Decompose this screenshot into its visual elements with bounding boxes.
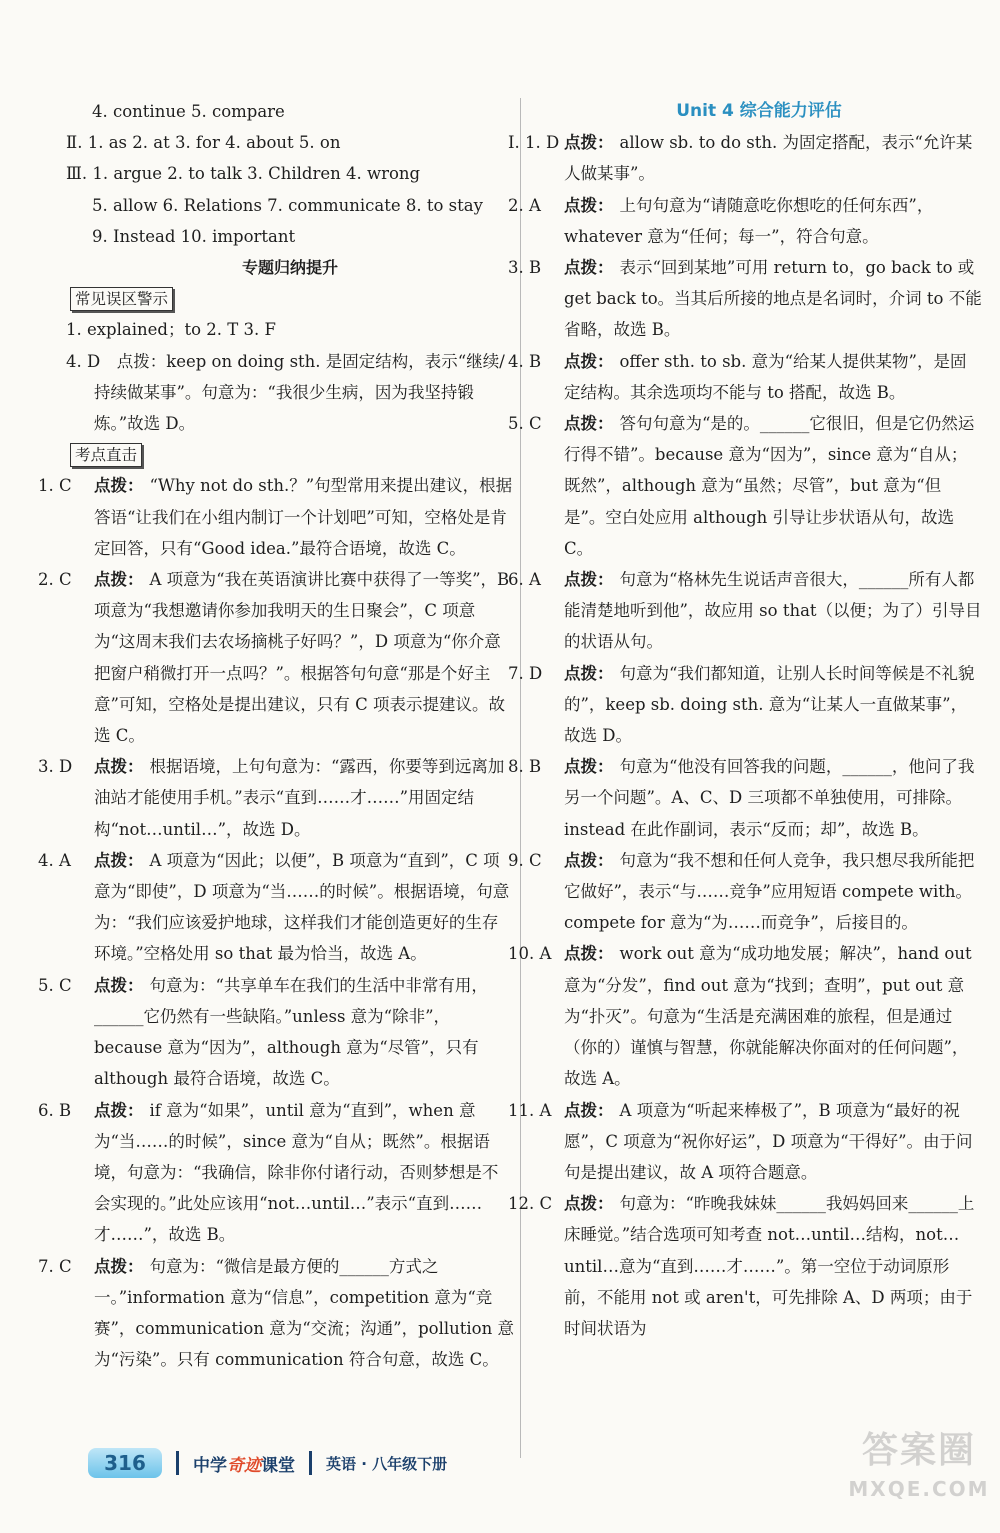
- brand-pre: 中学: [193, 1455, 227, 1476]
- footer-separator: [309, 1451, 312, 1475]
- answer-number: 7. C: [38, 1256, 72, 1276]
- answer-item: [508, 751, 982, 845]
- hint-text: 根据语境，上句句意为：“露西，你要等到远离加油站才能使用手机。”表示“直到……才……”用固定结构“not…until…”，故选 D。: [94, 757, 505, 839]
- hint-text: “Why not do sth.？”句型常用来提出建议，根据答语“让我们在小组内制订一个计划吧”可知，空格处是肯定回答，只有“Good idea.”最符合语境，故选 C。: [94, 476, 513, 558]
- hint-text: 句意为：“昨晚我妹妹______我妈妈回来______上床睡觉。”结合选项可知考查 not…until…结构，not…until…意为“直到……才……”。第一空位于动词原形前，不能用 not 或 aren't，可先排除 A、D 两项；由于时间状语为: [564, 1194, 975, 1338]
- unit-items: [508, 127, 982, 1344]
- answer-item: [38, 1095, 514, 1251]
- watermark-text: 答案圈: [861, 1430, 976, 1471]
- answer-number: 1. C: [38, 476, 72, 496]
- answer-number: 3. D: [38, 757, 73, 777]
- hint-label: 点拨：: [94, 1256, 144, 1276]
- answer-item: [508, 252, 982, 346]
- answer-item: [38, 970, 514, 1095]
- answer-item: [508, 564, 982, 658]
- answer-number: 5. C: [38, 975, 72, 995]
- hint-label: 点拨：: [564, 351, 614, 371]
- hint-label: 点拨：: [564, 195, 614, 215]
- hint-label: 点拨：: [564, 663, 614, 683]
- answer-number: 7. D: [508, 663, 543, 683]
- hint-label: 点拨：: [94, 476, 144, 496]
- hint-label: 点拨：: [94, 1100, 144, 1120]
- answer-number: 2. C: [38, 570, 72, 590]
- answer-item: [508, 658, 982, 752]
- hint-text: offer sth. to sb. 意为“给某人提供某物”，是固定结构。其余选项均不能与 to 搭配，故选 B。: [564, 351, 967, 402]
- answer-item: [38, 470, 514, 564]
- footer-separator: [176, 1451, 179, 1475]
- answer-number: 5. C: [508, 414, 542, 434]
- hint-label: 点拨：: [94, 570, 144, 590]
- hint-text: allow sb. to do sth. 为固定搭配，表示“允许某人做某事”。: [564, 133, 973, 184]
- hint-label: 点拨：: [94, 975, 144, 995]
- answer-number: 12. C: [508, 1194, 553, 1214]
- brand-logo: [193, 1451, 295, 1476]
- answer-item: [38, 564, 514, 751]
- answer-item: [508, 190, 982, 252]
- answer-number: 8. B: [508, 757, 542, 777]
- hint-text: work out 意为“成功地发展；解决”，hand out 意为“分发”，find out 意为“找到；查明”，put out 意为“扑灭”。句意为“生活是充满困难的旅程，但是通过（你的）谨慎与智慧，你就能解决你面对的任何问题”，故选 A。: [564, 944, 972, 1089]
- answer-item: [38, 845, 514, 970]
- answer-line: 5. allow 6. Relations 7. communicate 8. to stay: [92, 195, 483, 215]
- page-number: 316: [88, 1448, 162, 1478]
- key-point-items: [38, 470, 514, 1375]
- hint-text: if 意为“如果”，until 意为“直到”，when 意为“当……的时候”，since 意为“自从；既然”。根据语境，句意为：“我确信，除非你付诸行动，否则梦想是不会实现的。”此处应该用“not…until…”表示“直到……才……”，故选 B。: [94, 1100, 499, 1245]
- tag-common-mistakes: 常见误区警示: [70, 287, 173, 311]
- answer-line: 1. explained；to 2. T 3. F: [66, 320, 276, 340]
- unit-title: Unit 4 综合能力评估: [676, 101, 842, 121]
- answer-item: [508, 1095, 982, 1189]
- watermark-url: MXQE.COM: [848, 1477, 990, 1501]
- answer-number: 6. A: [508, 570, 541, 590]
- answer-number: Ⅰ. 1. D: [508, 133, 560, 153]
- hint-label: 点拨：: [564, 414, 614, 434]
- hint-text: 答句句意为“是的。______它很旧，但是它仍然运行得不错”。because 意为“因为”，since 意为“自从；既然”，although 意为“虽然；尽管”，but 意为“但是”。空白处应用 although 引导让步状语从句，故选 C。: [564, 414, 975, 558]
- page-footer: [88, 1446, 447, 1480]
- answer-number: 11. A: [508, 1100, 552, 1120]
- answer-item: [38, 1251, 514, 1376]
- answer-item: [508, 408, 982, 564]
- hint-label: 点拨：: [564, 133, 614, 153]
- answer-line: 9. Instead 10. important: [92, 226, 296, 246]
- answer-item: [508, 346, 982, 408]
- hint-text: 句意为“格林先生说话声音很大，______所有人都能清楚地听到他”，故应用 so that（以便；为了）引导目的状语从句。: [564, 570, 982, 652]
- hint-text: A 项意为“我在英语演讲比赛中获得了一等奖”，B 项意为“我想邀请你参加我明天的生日聚会”，C 项意为“这周末我们去农场摘桃子好吗？”，D 项意为“你介意把窗户稍微打开一点吗？”。根据答句句意“那是个好主意”可知，空格处是提出建议，只有 C 项表示提建议。故选 C。: [94, 570, 510, 746]
- hint-text: 句意为“他没有回答我的问题，______，他问了我另一个问题”。A、C、D 三项都不单独使用，可排除。instead 在此作副词，表示“反而；却”，故选 B。: [564, 757, 975, 839]
- answer-item: [508, 1188, 982, 1344]
- answer-line: Ⅲ. 1. argue 2. to talk 3. Children 4. wrong: [66, 164, 421, 184]
- answer-number: 6. B: [38, 1100, 72, 1120]
- answer-item: [508, 127, 982, 189]
- hint-text: 句意为：“微信是最方便的______方式之一。”information 意为“信息”，competition 意为“竞赛”，communication 意为“交流；沟通”，pollution 意为“污染”。只有 communication 符合句意，故选 C。: [94, 1256, 514, 1370]
- hint-text: 表示“回到某地”可用 return to，go back to 或 get back to。当其后所接的地点是名词时，介词 to 不能省略，故选 B。: [564, 258, 982, 340]
- answer-item: [508, 845, 982, 939]
- watermark-logo: [844, 1425, 994, 1525]
- answer-number: 10. A: [508, 944, 552, 964]
- hint-label: 点拨：: [564, 570, 614, 590]
- answer-number: 4. A: [38, 850, 71, 870]
- answer-line: 4. D 点拨：keep on doing sth. 是固定结构，表示“继续/持续做某事”。句意为：“我很少生病，因为我坚持锻炼。”故选 D。: [66, 351, 505, 434]
- brand-highlight: 奇迹: [227, 1455, 261, 1476]
- section-title: 专题归纳提升: [241, 258, 338, 278]
- hint-text: A 项意为“因此；以便”，B 项意为“直到”，C 项意为“即使”，D 项意为“当……的时候”。根据语境，句意为：“我们应该爱护地球，这样我们才能创造更好的生存环境。”空格处用 so that 最为恰当，故选 A。: [94, 850, 510, 964]
- hint-label: 点拨：: [564, 258, 614, 278]
- hint-label: 点拨：: [94, 757, 144, 777]
- tag-key-points: 考点直击: [70, 443, 142, 467]
- subject-label: 英语 · 八年级下册: [326, 1454, 448, 1473]
- answer-number: 3. B: [508, 258, 542, 278]
- answer-item: [38, 751, 514, 845]
- answer-number: 4. B: [508, 351, 542, 371]
- hint-label: 点拨：: [564, 1100, 614, 1120]
- hint-label: 点拨：: [564, 944, 614, 964]
- hint-label: 点拨：: [564, 1194, 614, 1214]
- common-mistakes-answers: [66, 314, 514, 439]
- answer-number: 2. A: [508, 195, 541, 215]
- left-column: [38, 96, 514, 1375]
- hint-text: 句意为：“共享单车在我们的生活中非常有用，______它仍然有一些缺陷。”unless 意为“除非”，because 意为“因为”，although 意为“尽管”，只有 although 最符合语境，故选 C。: [94, 975, 488, 1089]
- hint-text: 上句句意为“请随意吃你想吃的任何东西”，whatever 意为“任何；每一”，符合句意。: [564, 195, 934, 246]
- hint-label: 点拨：: [94, 850, 144, 870]
- hint-text: A 项意为“听起来棒极了”，B 项意为“最好的祝愿”，C 项意为“祝你好运”，D 项意为“干得好”。由于问句是提出建议，故 A 项符合题意。: [564, 1100, 973, 1182]
- answer-line: Ⅱ. 1. as 2. at 3. for 4. about 5. on: [66, 133, 341, 153]
- top-answers: [66, 96, 514, 252]
- hint-text: 句意为“我不想和任何人竞争，我只想尽我所能把它做好”，表示“与……竞争”应用短语 compete with。compete for 意为“为……而竞争”，后接目的。: [564, 850, 975, 933]
- hint-label: 点拨：: [564, 850, 614, 870]
- answer-line: 4. continue 5. compare: [92, 102, 285, 121]
- right-column: [508, 96, 982, 1344]
- hint-label: 点拨：: [564, 757, 614, 777]
- answer-number: 9. C: [508, 850, 542, 870]
- hint-text: 句意为“我们都知道，让别人长时间等候是不礼貌的”，keep sb. doing sth. 意为“让某人一直做某事”，故选 D。: [564, 663, 975, 746]
- answer-item: [508, 938, 982, 1094]
- brand-post: 课堂: [261, 1455, 295, 1476]
